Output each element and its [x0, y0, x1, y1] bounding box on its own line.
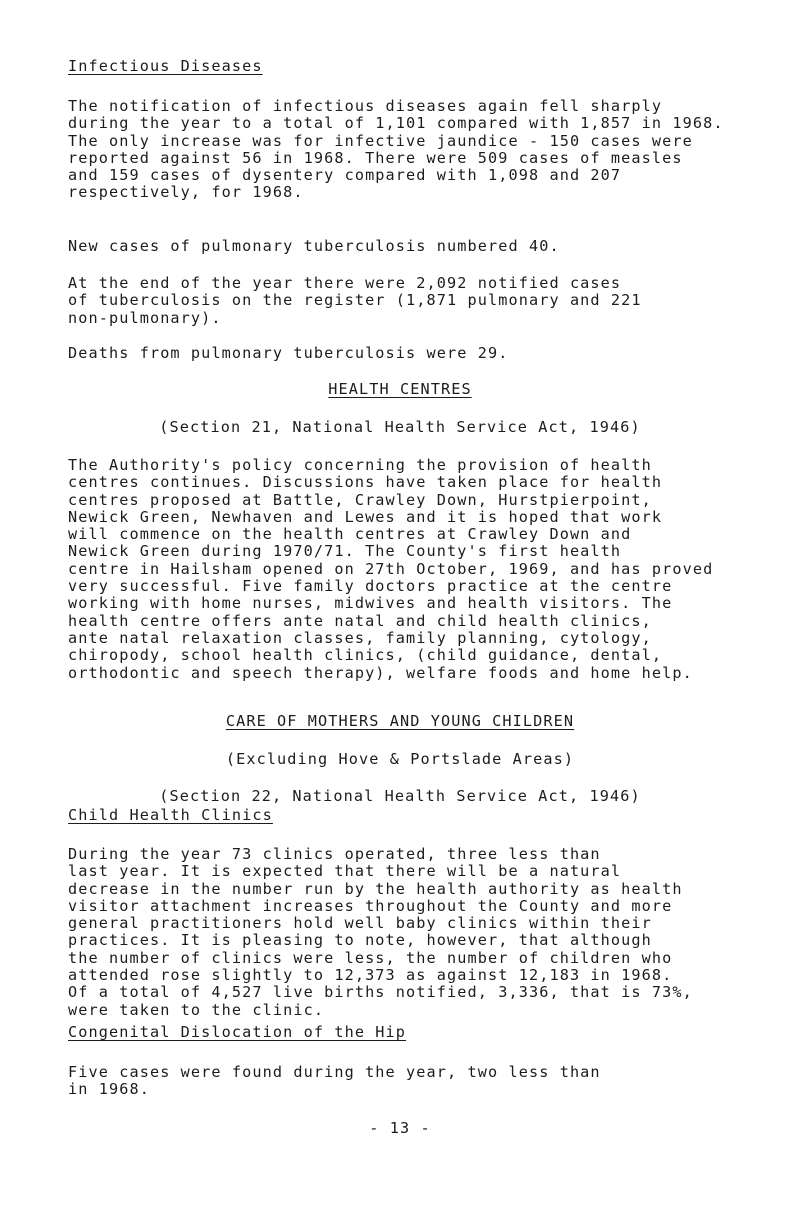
heading-health-centres: HEALTH CENTRES [328, 380, 472, 398]
paragraph-health-centres: The Authority's policy concerning the provision of health centres continues. Discussions have taken place for health centres proposed at Battle, Crawley Down, Hurstpierpoint, Newick Green, Newhaven and Lewes and it is hoped that work will commence on the health centres at Crawley Down and Newick Green during 1970/71. The County's first health centre in Hailsham opened on 27th October, 1969, and has proved very successful. Five family doctors practice at the centre working with home nurses, midwives and health visitors. The health centre offers ante natal and child health clinics, ante natal relaxation classes, family planning, cytology, chiropody, school health clinics, (child guidance, dental, orthodontic and speech therapy), welfare foods and home help. [68, 456, 714, 682]
heading-care-of-mothers: CARE OF MOTHERS AND YOUNG CHILDREN [225, 712, 575, 730]
paragraph-tb-new-cases: New cases of pulmonary tuberculosis numbered 40. [68, 237, 560, 255]
heading-congenital-dislocation-hip: Congenital Dislocation of the Hip [68, 1023, 407, 1041]
subheading-section-21: (Section 21, National Health Service Act, 1946) [159, 418, 641, 436]
paragraph-infectious-notifications: The notification of infectious diseases again fell sharply during the year to a total of 1,101 compared with 1,857 in 1968. The only increase was for infective jaundice - 150 cases were reported against 56 in 1968. There were 509 cases of measles and 159 cases of dysentery compared with 1,098 and 207 respectively, for 1968. [68, 97, 724, 202]
heading-infectious-diseases: Infectious Diseases [68, 57, 263, 75]
subheading-excluding-areas: (Excluding Hove & Portslade Areas) [225, 750, 575, 768]
subheading-section-22: (Section 22, National Health Service Act, 1946) [159, 787, 641, 805]
paragraph-hip: Five cases were found during the year, two less than in 1968. [68, 1063, 601, 1099]
paragraph-tb-deaths: Deaths from pulmonary tuberculosis were 29. [68, 344, 509, 362]
heading-child-health-clinics: Child Health Clinics [68, 806, 273, 824]
paragraph-child-health-clinics: During the year 73 clinics operated, three less than last year. It is expected that there will be a natural decrease in the number run by the health authority as health visitor attachment increases throughout the County and more general practitioners hold well baby clinics within their practices. It is pleasing to note, however, that although the number of clinics were less, the number of children who attended rose slightly to 12,373 as against 12,183 in 1968. Of a total of 4,527 live births notified, 3,336, that is 73%, were taken to the clinic. [68, 845, 693, 1019]
page-number: - 13 - [369, 1119, 431, 1137]
paragraph-tb-register: At the end of the year there were 2,092 notified cases of tuberculosis on the register (1,871 pulmonary and 221 non-pulmonary). [68, 274, 642, 327]
